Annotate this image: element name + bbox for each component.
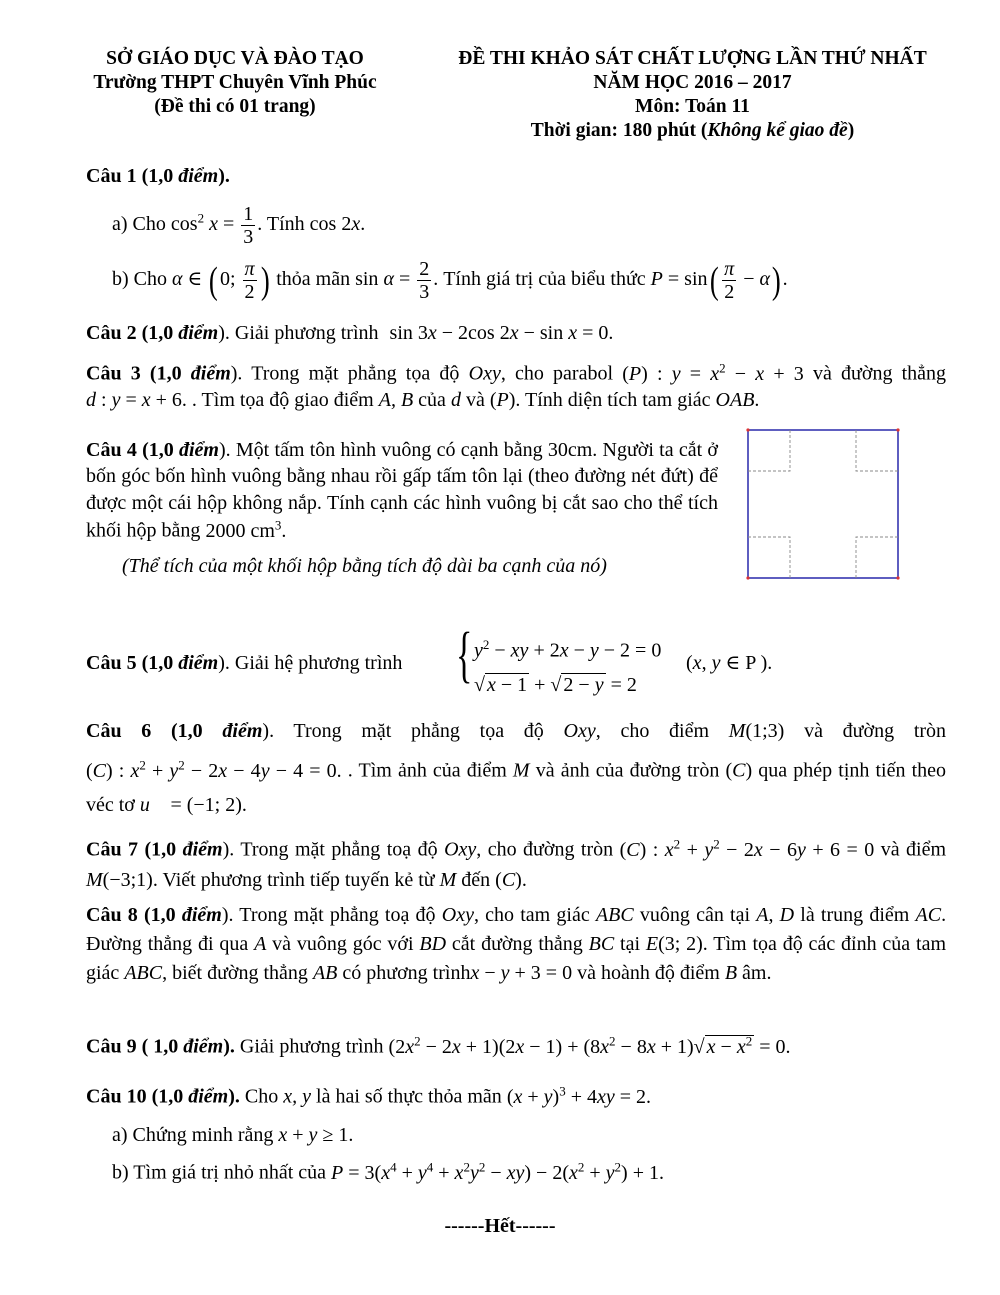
question-5: Câu 5 (1,0 điểm). Giải hệ phương trình { $y^2$ − xy + 2x − y − 2 = 0 √ x − 1 + √ 2 − y = 2 (x, y ∈ P ).	[86, 628, 946, 704]
formula-parabola: (P) : $y = x^2 - x + 3$	[622, 360, 804, 385]
question-7: Câu 7 (1,0 điểm). Trong mặt phẳng toạ độ Oxy, cho đường tròn (C) : $x^2 + y^2 - 2x - 6y + 6 = 0$ và điểm M(−3;1). Viết phương trình tiếp tuyến kẻ từ M đến (C).	[86, 836, 947, 891]
question-1	[86, 163, 946, 303]
question-2: Câu 2 (1,0 điểm). Giải phương trình sin 3x − 2cos 2x − sin x = 0.	[86, 322, 614, 344]
page-count-note: (Đề thi có 01 trang)	[154, 96, 316, 117]
formula-point-m7: M(−3;1)	[86, 868, 153, 891]
equation-system: { $y^2$ − xy + 2x − y − 2 = 0 √ x − 1 + √ 2 − y = 2	[456, 628, 661, 702]
equation-1: $y^2$ − xy + 2x − y − 2 = 0	[474, 637, 662, 662]
question-3: Câu 3 (1,0 điểm). Trong mặt phẳng tọa độ Oxy, cho parabol (P) : $y = x^2 - x + 3$ và đường thẳng d : y = x + 6. . Tìm tọa độ giao điểm A, B của d và (P). Tính diện tích tam giác OAB.	[86, 360, 947, 412]
end-mark: ------Hết------	[444, 1215, 556, 1237]
question-1a: a) Cho $\cos^2 x$ = $\frac{1}{3}$ . Tính cos 2x.	[112, 203, 366, 249]
cut-lines	[748, 430, 898, 578]
question-4: Câu 4 (1,0 điểm). Một tấm tôn hình vuông có cạnh bằng 30cm. Người ta cắt ở bốn góc bốn hình vuông bằng nhau rồi gấp tấm tôn lại (theo đường nét đứt) để được một cái hộp không nắp. Tính cạnh các hình vuông bị cắt sao cho thể tích khối hộp bằng 2000 $cm^3$.	[86, 439, 719, 542]
formula-line-d: d : y = x + 6.	[86, 389, 187, 412]
formula-circle-c7: (C) : $x^2 + y^2 - 2x - 6y + 6 = 0$	[619, 836, 875, 861]
formula-q10b: $P = 3(x^4 + y^4 + x^2y^2 - xy) - 2(x^2 + y^2) + 1$.	[331, 1159, 664, 1185]
formula-line-ab: x − y + 3 = 0	[470, 962, 573, 984]
question-6: Câu 6 (1,0 điểm). Trong mặt phẳng tọa độ Oxy, cho điểm M(1;3) và đường tròn (C) : $x^2 + y^2 - 2x - 4y - 4 = 0$. . Tìm ảnh của điểm M và ảnh của đường tròn (C) qua phép tịnh tiến theo véc tơ u⃗ = (−1; 2).	[86, 720, 947, 816]
question-10-stem: Câu 10 (1,0 điểm). Cho x, y là hai số thực thỏa mãn $(x + y)^3 + 4xy = 2$.	[86, 1083, 652, 1108]
formula-sin-alpha: sin α = $\frac{2}{3}$	[355, 258, 430, 304]
header-left	[70, 47, 400, 119]
square-sheet-figure	[742, 425, 904, 583]
question-4-note: (Thể tích của một khối hộp bằng tích độ dài ba cạnh của nó)	[122, 555, 607, 577]
formula-alpha-range: α ∈ (0; $\frac{\pi}{2}$ )	[172, 258, 270, 304]
formula-q9: $(2x^2 - 2x + 1)(2x - 1) + (8x^2 - 8x + 1)√$ $x - x^2 = 0$.	[388, 1033, 791, 1058]
formula-points-ab: A, B	[378, 389, 414, 412]
question-10b: b) Tìm giá trị nhỏ nhất của $P = 3(x^4 + y^4 + x^2y^2 - xy) - 2(x^2 + y^2) + 1$.	[112, 1159, 664, 1185]
question-10	[86, 1082, 946, 1186]
question-10a: a) Chứng minh rằng x + y ≥ 1.	[112, 1124, 354, 1147]
corner-points	[746, 428, 899, 579]
question-1-heading: Câu 1 (1,0 điểm).	[86, 165, 230, 187]
formula-q10a: x + y ≥ 1.	[278, 1124, 354, 1147]
formula-q2: sin 3x − 2cos 2x − sin x = 0.	[389, 322, 614, 344]
school-name: Trường THPT Chuyên Vĩnh Phúc	[93, 72, 377, 93]
header-right	[420, 47, 965, 143]
formula-cos2x: cos 2x.	[309, 213, 366, 236]
question-9: Câu 9 ( 1,0 điểm). Giải phương trình $(2x^2 - 2x + 1)(2x - 1) + (8x^2 - 8x + 1)√$ $x - x^2 = 0$.	[86, 1033, 791, 1058]
formula-point-m: M(1;3)	[728, 720, 785, 742]
formula-q10-condition: $(x + y)^3 + 4xy = 2$.	[506, 1083, 652, 1108]
formula-p-expression: P = sin( $\frac{\pi}{2}$ − α).	[650, 258, 788, 304]
equation-2: √ x − 1 + √ 2 − y = 2	[474, 673, 637, 696]
formula-p: (P)	[489, 389, 516, 412]
department-name: SỞ GIÁO DỤC VÀ ĐÀO TẠO	[106, 48, 364, 69]
sheet-outline	[748, 430, 898, 578]
formula-point-e: E(3; 2).	[645, 933, 708, 955]
exam-title: ĐỀ THI KHẢO SÁT CHẤT LƯỢNG LẦN THỨ NHẤT	[458, 48, 927, 69]
domain-condition: (x, y ∈ P ).	[686, 652, 773, 674]
exam-time: Thời gian: 180 phút (Không kể giao đề)	[530, 120, 855, 141]
question-8: Câu 8 (1,0 điểm). Trong mặt phẳng toạ độ Oxy, cho tam giác ABC vuông cân tại A, D là trung điểm AC. Đường thẳng đi qua A và vuông góc với BD cắt đường thẳng BC tại E(3; 2). Tìm tọa độ các đỉnh của tam giác ABC, biết đường thẳng AB có phương trìnhx − y + 3 = 0 và hoành độ điểm B âm.	[86, 904, 947, 984]
question-1b: b) Cho α ∈ (0; $\frac{\pi}{2}$ ) thỏa mãn sin α = $\frac{2}{3}$ . Tính giá trị của biểu thức P = sin( $\frac{\pi}{2}$ − α).	[112, 258, 788, 304]
school-year: NĂM HỌC 2016 – 2017	[593, 72, 792, 93]
formula-vector-u: u⃗ = (−1; 2).	[139, 793, 247, 816]
formula-circle-c: (C) : $x^2 + y^2 - 2x - 4y - 4 = 0$.	[86, 757, 342, 782]
subject: Môn: Toán 11	[635, 96, 750, 117]
formula-cos2x-eq: $\cos^2 x$ = $\frac{1}{3}$	[170, 203, 254, 249]
